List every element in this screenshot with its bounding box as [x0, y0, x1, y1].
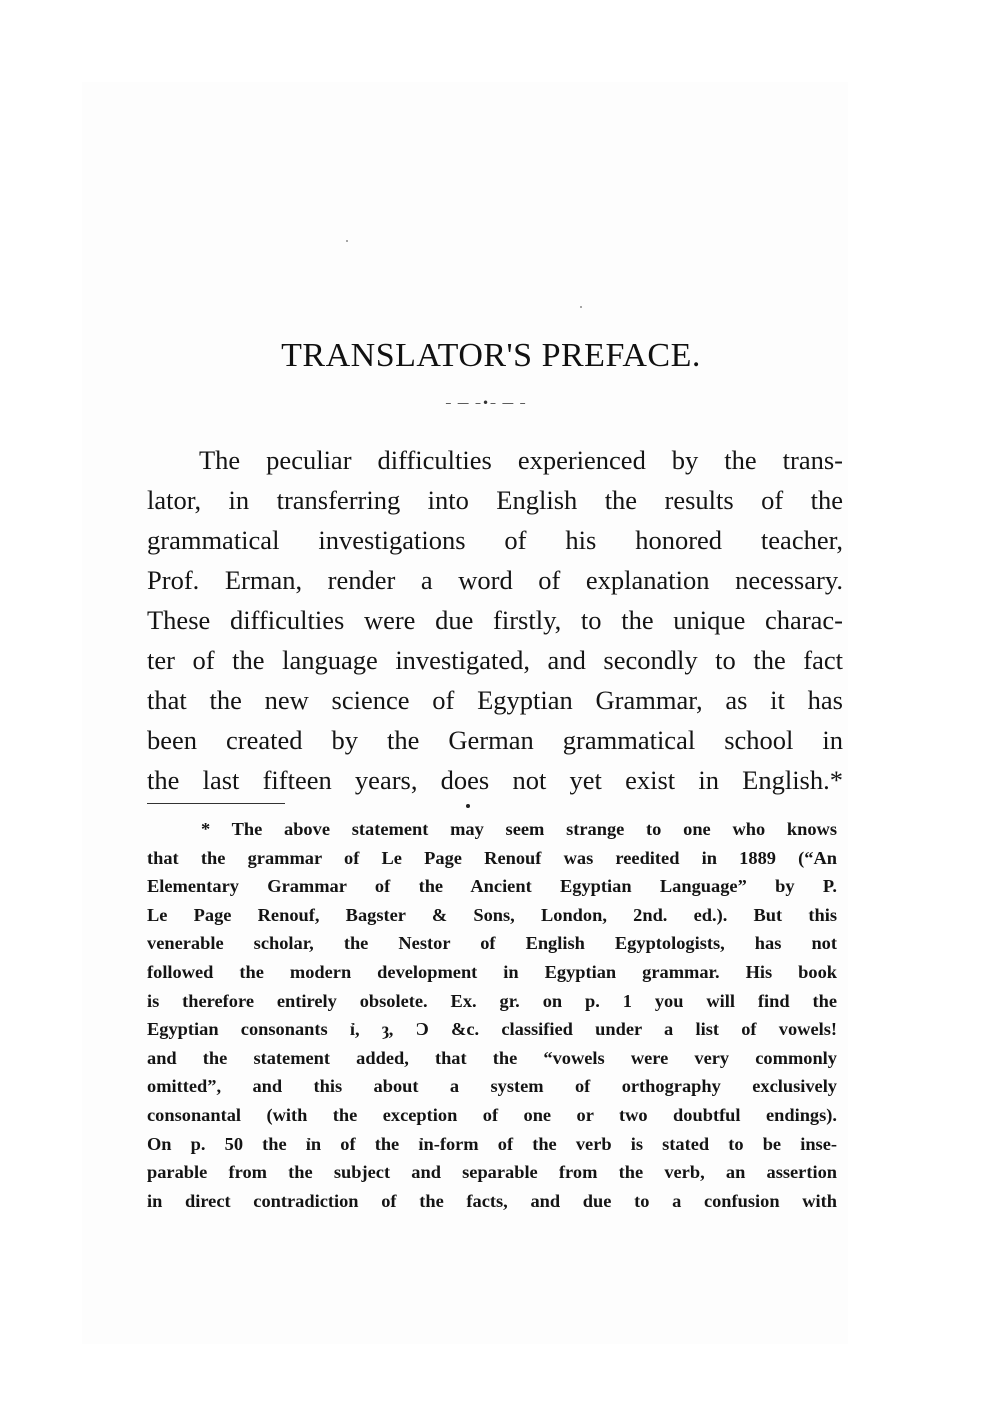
footnote-line: in direct contradiction of the facts, and due to a confusion with: [147, 1190, 837, 1211]
footnote-line: followed the modern development in Egyptian grammar. His book: [147, 961, 837, 982]
footnote-line: * The above statement may seem strange to one who knows: [201, 819, 837, 839]
footnote-line: that the grammar of Le Page Renouf was reedited in 1889 (“An: [147, 847, 837, 868]
paragraph-line: Prof. Erman, render a word of explanation necessary.: [147, 565, 843, 595]
paragraph-line: The peculiar difficulties experienced by the trans-: [199, 445, 843, 475]
footnote-line: is therefore entirely obsolete. Ex. gr. on p. 1 you will find the: [147, 990, 837, 1011]
paragraph-line: ter of the language investigated, and secondly to the fact: [147, 645, 843, 675]
preface-paragraph: [147, 440, 843, 800]
footnote-line: Egyptian consonants ỉ, ȝ, Ɔ &c. classified under a list of vowels!: [147, 1019, 837, 1040]
paragraph-line: grammatical investigations of his honored teacher,: [147, 525, 843, 555]
footnote-line: parable from the subject and separable from the verb, an assertion: [147, 1162, 837, 1183]
footnote-line: Le Page Renouf, Bagster & Sons, London, 2nd. ed.). But this: [147, 904, 837, 925]
page-title: TRANSLATOR'S PREFACE.: [281, 337, 701, 374]
footnote: [147, 815, 837, 1215]
footnote-line: and the statement added, that the “vowels were very commonly: [147, 1047, 837, 1068]
footnote-line: On p. 50 the ỉn of the ỉn-form of the verb is stated to be inse-: [147, 1133, 837, 1154]
paragraph-line: lator, in transferring into English the results of the: [147, 485, 843, 515]
footnote-rule: [147, 803, 285, 804]
paper-speck: [580, 306, 582, 308]
footnote-line: omitted”, and this about a system of orthography exclusively: [147, 1076, 837, 1097]
paragraph-line: the last fifteen years, does not yet exist in English.*: [147, 765, 843, 795]
paragraph-line: that the new science of Egyptian Grammar, as it has: [147, 685, 843, 715]
footnote-line: consonantal (with the exception of one or two doubtful endings).: [147, 1104, 837, 1125]
paragraph-line: These difficulties were due firstly, to the unique charac-: [147, 605, 843, 635]
footnote-line: Elementary Grammar of the Ancient Egyptian Language” by P.: [147, 876, 837, 897]
footnote-line: venerable scholar, the Nestor of English Egyptologists, has not: [147, 933, 837, 954]
paper-speck: [346, 240, 348, 242]
title-ornament: – — –•– — –: [445, 396, 527, 410]
footnote-rule-dot: [466, 804, 470, 808]
paragraph-line: been created by the German grammatical school in: [147, 725, 843, 755]
